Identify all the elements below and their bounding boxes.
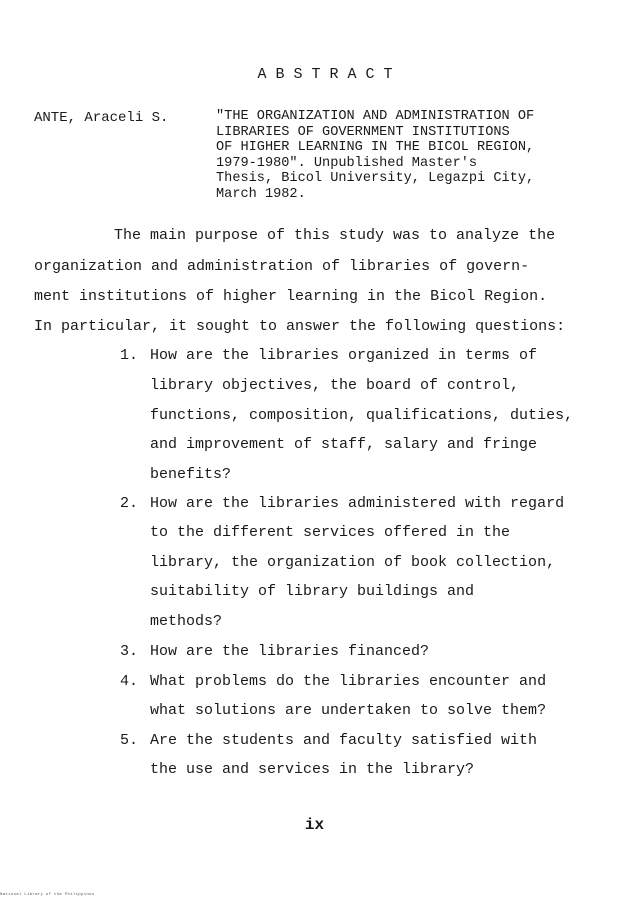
question-number: 1. <box>120 347 139 364</box>
intro-line: In particular, it sought to answer the following questions: <box>34 318 566 335</box>
question-line: what solutions are undertaken to solve them? <box>150 702 547 719</box>
question-line: library objectives, the board of control, <box>150 377 520 394</box>
question-number: 5. <box>120 732 139 749</box>
question-number: 3. <box>120 643 139 660</box>
citation-line: "THE ORGANIZATION AND ADMINISTRATION OF <box>216 109 535 124</box>
intro-line: organization and administration of libraries of govern- <box>34 258 530 275</box>
question-line: and improvement of staff, salary and fringe <box>150 436 538 453</box>
question-line: to the different services offered in the <box>150 524 511 541</box>
citation-line: 1979-1980". Unpublished Master's <box>216 155 478 171</box>
question-number: 2. <box>120 495 139 512</box>
question-line: functions, composition, qualifications, duties, <box>150 407 574 424</box>
question-line: library, the organization of book collection, <box>150 554 556 571</box>
page-number: ix <box>304 816 325 834</box>
question-line: Are the students and faculty satisfied with <box>150 732 538 749</box>
question-line: benefits? <box>150 466 232 483</box>
citation-line: LIBRARIES OF GOVERNMENT INSTITUTIONS <box>216 124 510 140</box>
author-name: ANTE, Araceli S. <box>34 110 169 126</box>
abstract-heading: ABSTRACT <box>257 66 402 83</box>
thesis-citation <box>216 109 534 203</box>
question-line: the use and services in the library? <box>150 761 475 778</box>
question-line: How are the libraries financed? <box>150 643 430 660</box>
question-number: 4. <box>120 673 139 690</box>
question-line: How are the libraries organized in terms of <box>150 347 538 364</box>
citation-line: March 1982. <box>216 186 306 202</box>
footer-watermark: National Library of the Philippines <box>0 893 95 897</box>
citation-line: OF HIGHER LEARNING IN THE BICOL REGION, <box>216 140 535 156</box>
question-line: How are the libraries administered with regard <box>150 495 565 512</box>
question-line: methods? <box>150 613 223 630</box>
question-line: suitability of library buildings and <box>150 583 475 600</box>
intro-line: ment institutions of higher learning in the Bicol Region. <box>34 288 548 305</box>
intro-line: The main purpose of this study was to analyze the <box>114 227 556 244</box>
citation-line: Thesis, Bicol University, Legazpi City, <box>216 171 535 187</box>
question-line: What problems do the libraries encounter and <box>150 673 547 690</box>
